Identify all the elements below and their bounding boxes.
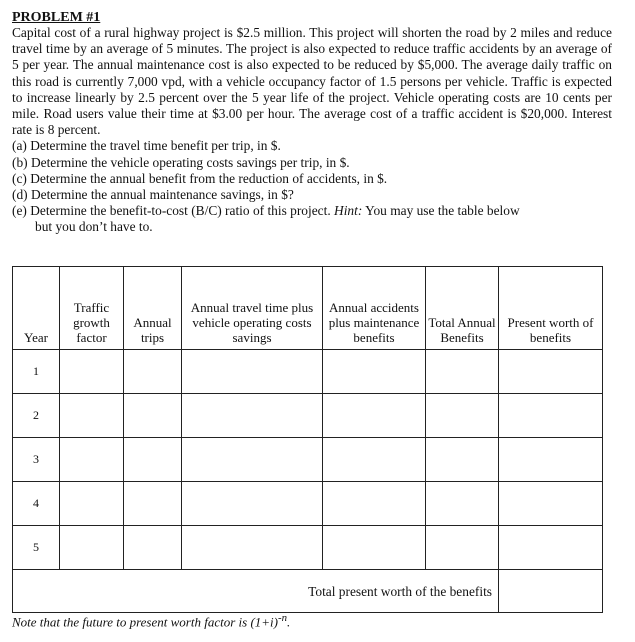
header-traffic-growth: Traffic growth factor [60,267,124,350]
question-b: (b) Determine the vehicle operating costs savings per trip, in $. [12,154,350,170]
table-cell[interactable] [124,526,182,570]
table-cell[interactable] [323,526,426,570]
table-cell[interactable] [182,482,323,526]
year-cell: 1 [13,350,60,394]
table-cell[interactable] [60,394,124,438]
header-present-worth: Present worth of benefits [499,267,603,350]
problem-title: PROBLEM #1 [12,10,101,25]
header-accidents: Annual accidents plus maintenance benefits [323,267,426,350]
table-row [13,394,603,438]
table-cell[interactable] [60,482,124,526]
header-total-annual: Total Annual Benefits [426,267,499,350]
total-row [13,570,603,613]
table-cell[interactable] [124,394,182,438]
table-cell[interactable] [499,526,603,570]
question-e [12,203,622,235]
table-row [13,526,603,570]
table-cell[interactable] [426,438,499,482]
total-present-worth-label: Total present worth of the benefits [13,570,499,613]
table-cell[interactable] [323,350,426,394]
header-travel-time: Annual travel time plus vehicle operating costs savings [182,267,323,350]
table-cell[interactable] [124,350,182,394]
header-year: Year [13,267,60,350]
year-cell: 3 [13,438,60,482]
table-row [13,482,603,526]
table-cell[interactable] [323,394,426,438]
table-cell[interactable] [426,394,499,438]
table-cell[interactable] [182,394,323,438]
table-cell[interactable] [60,350,124,394]
table-cell[interactable] [124,482,182,526]
table-header-row [13,267,603,350]
table-cell[interactable] [426,350,499,394]
question-e-hint-label: Hint: [334,203,363,219]
question-c: (c) Determine the annual benefit from the reduction of accidents, in $. [12,170,388,186]
year-cell: 4 [13,482,60,526]
year-cell: 2 [13,394,60,438]
table-cell[interactable] [60,438,124,482]
footnote [12,612,290,630]
table-cell[interactable] [124,438,182,482]
problem-statement: Capital cost of a rural highway project is $2.5 million. This project will shorten the road by 2 miles and reduce travel time by an average of 5 minutes. The project is also expected to reduce traffic accidents by an average of 5 per year. The annual maintenance cost is also expected to be reduced by $5,000. The average daily traffic on this road is currently 7,000 vpd, with a vehicle occupancy factor of 1.5 persons per vehicle. Traffic is expected to increase linearly by 2.5 percent over the 5 year life of the project. Vehicle operating costs are 10 cents per mile. Road users value their time at $3.00 per hour. The average cost of a traffic accident is $20,000. Interest rate is 8 percent. [12,25,612,138]
table-cell[interactable] [323,482,426,526]
table-cell[interactable] [426,526,499,570]
question-e-continuation: but you don’t have to. [35,219,153,235]
table-cell[interactable] [499,438,603,482]
table-cell[interactable] [499,350,603,394]
header-annual-trips: Annual trips [124,267,182,350]
benefits-table [12,266,603,613]
table-cell[interactable] [182,526,323,570]
question-list [12,138,622,235]
table-cell[interactable] [426,482,499,526]
table-cell[interactable] [182,438,323,482]
question-e-hint-text: You may use the table below [362,203,520,219]
table-cell[interactable] [60,526,124,570]
table-row [13,438,603,482]
footnote-exponent: -n [278,612,288,624]
footnote-text: Note that the future to present worth factor is (1+i) [12,614,278,630]
table-cell[interactable] [323,438,426,482]
question-d: (d) Determine the annual maintenance savings, in $? [12,187,294,203]
table-cell[interactable] [499,394,603,438]
table-cell[interactable] [499,482,603,526]
question-e-main: (e) Determine the benefit-to-cost (B/C) ratio of this project. [12,203,331,219]
footnote-end: . [287,614,291,630]
year-cell: 5 [13,526,60,570]
table-cell[interactable] [182,350,323,394]
table-row [13,350,603,394]
total-present-worth-cell[interactable] [499,570,603,613]
question-a: (a) Determine the travel time benefit per trip, in $. [12,138,281,154]
